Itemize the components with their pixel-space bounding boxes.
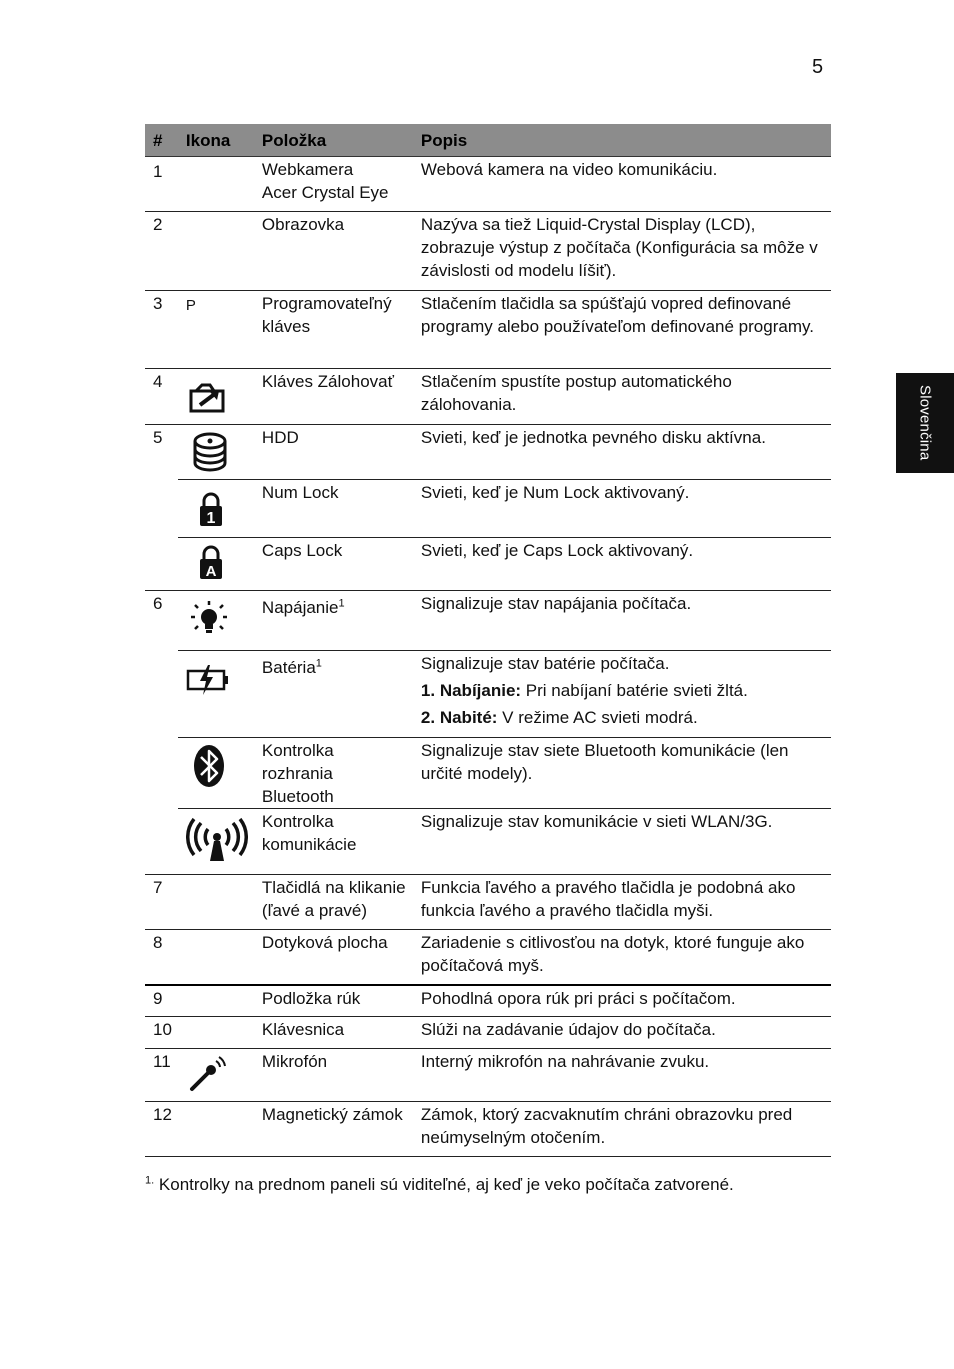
row-number: 10 (145, 1017, 178, 1049)
row-number (145, 538, 178, 591)
components-table (145, 124, 831, 1157)
table-row (145, 212, 831, 291)
header-icon: Ikona (178, 124, 254, 157)
row-description: Svieti, keď je jednotka pevného disku aktívna. (413, 425, 831, 480)
battery-icon (186, 663, 232, 697)
header-item: Položka (254, 124, 413, 157)
row-number: 3 (145, 291, 178, 369)
table-row (145, 875, 831, 930)
row-item: Mikrofón (254, 1049, 413, 1102)
row-number: 2 (145, 212, 178, 291)
power-icon (189, 599, 229, 639)
language-side-tab (896, 373, 954, 473)
row-item: Podložka rúk (254, 985, 413, 1017)
row-item: Webkamera Acer Crystal Eye (254, 157, 413, 212)
header-num: # (145, 124, 178, 157)
row-description: Funkcia ľavého a pravého tlačidla je podobná ako funkcia ľavého a pravého tlačidla myši. (413, 875, 831, 930)
row-description: Interný mikrofón na nahrávanie zvuku. (413, 1049, 831, 1102)
row-number: 4 (145, 369, 178, 425)
row-description: Svieti, keď je Caps Lock aktivovaný. (413, 538, 831, 591)
row-item: Kontrolka rozhrania Bluetooth (254, 738, 413, 809)
battery-state-charged: 2. Nabité: V režime AC svieti modrá. (420, 708, 698, 727)
row-item: Napájanie$^1$ (254, 591, 413, 651)
row-description: Nazýva sa tiež Liquid-Crystal Display (LCD), zobrazuje výstup z počítača (Konfigurácia sa môže v závislosti od modelu líšiť). (413, 212, 831, 291)
row-description: Pohodlná opora rúk pri práci s počítačom. (413, 985, 831, 1017)
header-desc: Popis (413, 124, 831, 157)
row-number: 9 (145, 985, 178, 1017)
table-row (145, 1049, 831, 1102)
row-item: Tlačidlá na klikanie (ľavé a pravé) (254, 875, 413, 930)
caps-lock-icon (198, 545, 228, 581)
row-item: Batéria$^1$ (254, 651, 413, 738)
table-row (145, 738, 831, 809)
table-row (145, 480, 831, 538)
table-row (145, 930, 831, 985)
row-number: 5 (145, 425, 178, 480)
row-description: Zámok, ktorý zacvaknutím chráni obrazovku pred neúmyselným otočením. (413, 1102, 831, 1157)
row-description: Slúži na zadávanie údajov do počítača. (413, 1017, 831, 1049)
microphone-icon (188, 1053, 228, 1093)
footnote-marker: 1 (315, 657, 322, 670)
footnote-text: Kontrolky na prednom paneli sú viditeľné, aj keď je veko počítača zatvorené. (154, 1175, 734, 1194)
footnote-marker: 1 (338, 597, 345, 610)
row-item: Dotyková plocha (254, 930, 413, 985)
row-number: 6 (145, 591, 178, 651)
side-tab-label: Slovenčina (916, 385, 934, 461)
row-item: Programovateľný kláves (254, 291, 413, 369)
row-description: Signalizuje stav komunikácie v sieti WLAN/3G. (413, 809, 831, 875)
row-number (145, 651, 178, 738)
battery-state-charging: 1. Nabíjanie: Pri nabíjaní batérie svieti žltá. (420, 681, 748, 700)
row-number: 11 (145, 1049, 178, 1102)
row-item: Klávesnica (254, 1017, 413, 1049)
row-item: Obrazovka (254, 212, 413, 291)
footnote-marker: 1. (145, 1174, 155, 1187)
row-description: Signalizuje stav napájania počítača. (413, 591, 831, 651)
table-row (145, 538, 831, 591)
row-number (145, 738, 178, 809)
svg-text:1: 1 (206, 510, 216, 527)
wireless-icon (186, 817, 248, 863)
row-number: 7 (145, 875, 178, 930)
row-description: Zariadenie s citlivosťou na dotyk, ktoré funguje ako počítačová myš. (413, 930, 831, 985)
row-description: Svieti, keď je Num Lock aktivovaný. (413, 480, 831, 538)
backup-icon (188, 379, 232, 413)
table-row (145, 1017, 831, 1049)
row-description: Signalizuje stav batérie počítača. 1. Nabíjanie: Pri nabíjaní batérie svieti žltá. 2. Nabité: V režime AC svieti modrá. (413, 651, 831, 738)
row-number (145, 480, 178, 538)
svg-text:A: A (205, 563, 217, 580)
footnote (145, 1175, 734, 1195)
row-description: Stlačením tlačidla sa spúšťajú vopred definované programy alebo používateľom definované programy. (413, 291, 831, 369)
table-header-row (145, 124, 831, 157)
table-row (145, 157, 831, 212)
bluetooth-icon (192, 743, 226, 789)
row-item: Num Lock (254, 480, 413, 538)
table-row (145, 591, 831, 651)
table-row (145, 369, 831, 425)
row-item: Kontrolka komunikácie (254, 809, 413, 875)
row-number (145, 809, 178, 875)
table-row (145, 1102, 831, 1157)
row-number: 8 (145, 930, 178, 985)
row-description: Signalizuje stav siete Bluetooth komunikácie (len určité modely). (413, 738, 831, 809)
row-item: Kláves Zálohovať (254, 369, 413, 425)
row-item: HDD (254, 425, 413, 480)
table-row (145, 291, 831, 369)
row-number: 12 (145, 1102, 178, 1157)
table-row (145, 985, 831, 1017)
page-number: 5 (812, 56, 824, 78)
table-row (145, 809, 831, 875)
hdd-icon (192, 431, 232, 473)
row-item: Magnetický zámok (254, 1102, 413, 1157)
num-lock-icon (198, 492, 228, 528)
row-description: Stlačením spustíte postup automatického zálohovania. (413, 369, 831, 425)
row-number: 1 (145, 157, 178, 212)
row-description: Webová kamera na video komunikáciu. (413, 157, 831, 212)
p-key-icon: P (185, 297, 196, 314)
table-row (145, 425, 831, 480)
table-row (145, 651, 831, 738)
row-item: Caps Lock (254, 538, 413, 591)
